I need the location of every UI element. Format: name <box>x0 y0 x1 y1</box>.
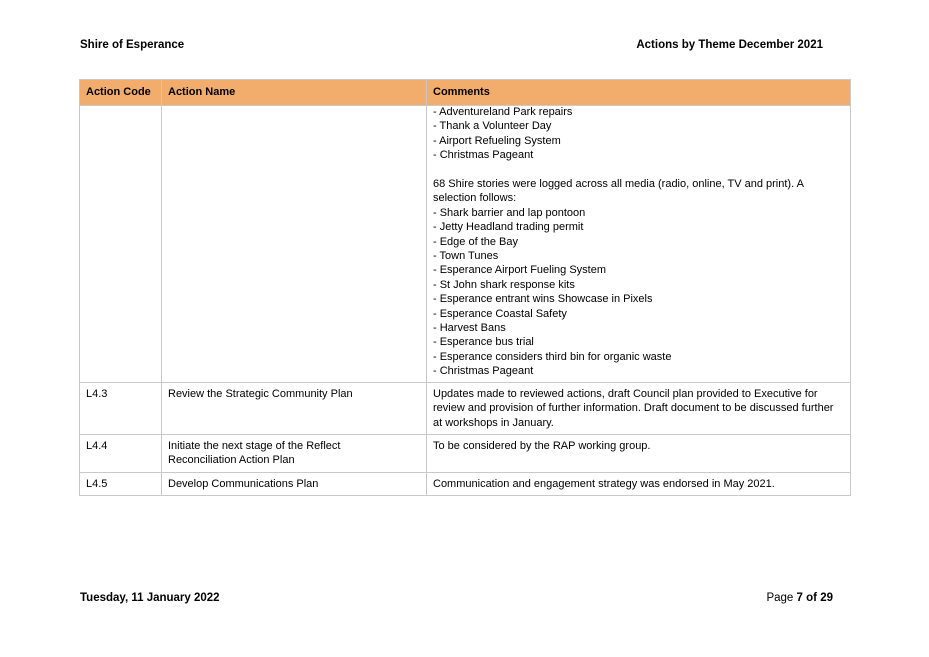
comment-line: - Town Tunes <box>433 250 499 263</box>
comment-line: - Esperance Coastal Safety <box>433 307 567 320</box>
comment-line: - Esperance bus trial <box>433 336 534 349</box>
column-header-comments: Comments <box>427 80 851 106</box>
cell-action-name <box>162 106 427 383</box>
table-header-row <box>80 80 851 106</box>
comment-line: - Shark barrier and lap pontoon <box>433 206 586 219</box>
cell-action-code: L4.5 <box>80 472 162 495</box>
comment-line: - Harvest Bans <box>433 322 506 335</box>
cell-action-code: L4.4 <box>80 434 162 472</box>
cell-comments <box>427 106 851 383</box>
comment-line: - Esperance considers third bin for organic waste <box>433 350 672 363</box>
comment-line: - Adventureland Park repairs <box>433 106 573 118</box>
table-row-continued <box>80 106 851 383</box>
cell-action-name: Review the Strategic Community Plan <box>162 382 427 434</box>
cell-comments: To be considered by the RAP working group. <box>427 434 851 472</box>
actions-table <box>79 79 851 496</box>
table-row-l4-5 <box>80 472 851 495</box>
table-row-l4-4 <box>80 434 851 472</box>
action-name-text: Initiate the next stage of the Reflect Reconciliation Action Plan <box>168 439 341 467</box>
cell-action-code <box>80 106 162 383</box>
cell-comments: Updates made to reviewed actions, draft Council plan provided to Executive for review and provision of further information. Draft document to be discussed further at workshops in January. <box>427 382 851 434</box>
page-label: Page <box>766 592 794 604</box>
comment-line: - Christmas Pageant <box>433 365 534 378</box>
organisation-name: Shire of Esperance <box>80 39 185 51</box>
cell-action-name <box>162 434 427 472</box>
comment-line: - Esperance Airport Fueling System <box>433 264 607 277</box>
page-number <box>766 592 833 604</box>
comment-line: - Esperance entrant wins Showcase in Pixels <box>433 293 653 306</box>
paragraph-spacer <box>433 163 844 177</box>
cell-action-name: Develop Communications Plan <box>162 472 427 495</box>
page-total: 29 <box>820 592 833 604</box>
report-date: Tuesday, 11 January 2022 <box>80 592 220 604</box>
comment-line: - Christmas Pageant <box>433 149 534 162</box>
cell-comments: Communication and engagement strategy was endorsed in May 2021. <box>427 472 851 495</box>
report-title: Actions by Theme December 2021 <box>636 39 823 51</box>
cell-action-code: L4.3 <box>80 382 162 434</box>
comment-line: - Edge of the Bay <box>433 235 518 248</box>
comment-line: - St John shark response kits <box>433 278 575 291</box>
comment-paragraph: 68 Shire stories were logged across all media (radio, online, TV and print). A selection follows: <box>433 178 804 205</box>
comment-line: - Jetty Headland trading permit <box>433 221 584 234</box>
table-row-l4-3 <box>80 382 851 434</box>
page-current: 7 <box>796 592 803 604</box>
comment-line: - Airport Refueling System <box>433 134 561 147</box>
column-header-action-name: Action Name <box>162 80 427 106</box>
column-header-action-code: Action Code <box>80 80 162 106</box>
page-of-label: of <box>806 592 817 604</box>
comment-line: - Thank a Volunteer Day <box>433 120 552 133</box>
